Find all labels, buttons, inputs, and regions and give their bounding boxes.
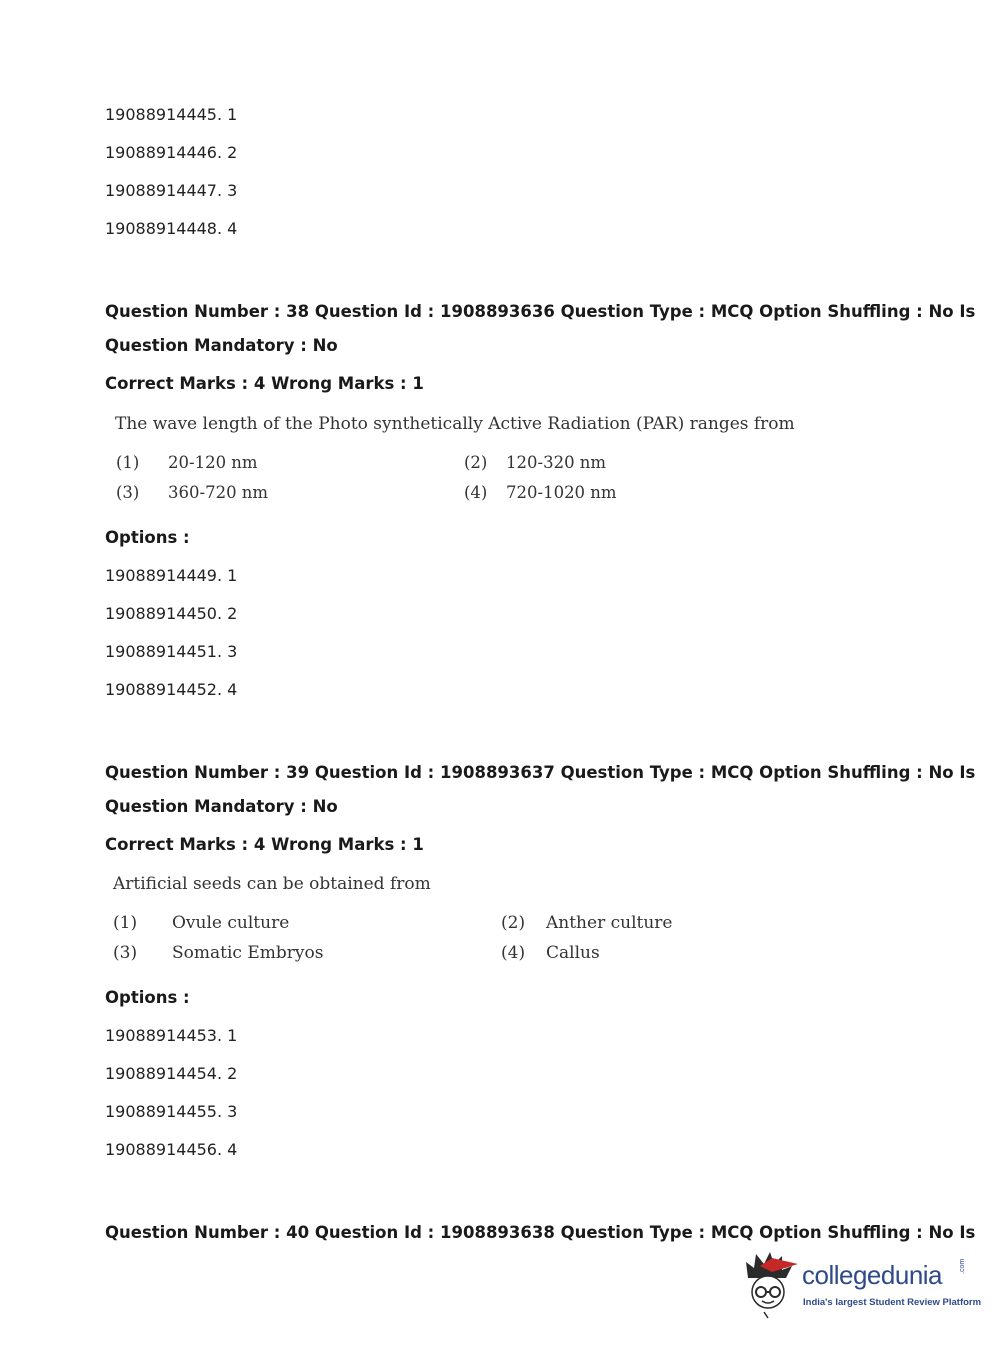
collegedunia-logo xyxy=(742,1248,982,1320)
choice-number: (2) xyxy=(501,913,526,933)
choice-text: Anther culture xyxy=(546,913,673,933)
choice-text: 720-1020 nm xyxy=(506,483,617,502)
question-text: The wave length of the Photo synthetically Active Radiation (PAR) ranges from xyxy=(115,414,795,434)
choice-text: Somatic Embryos xyxy=(172,943,324,963)
brand-suffix: .com xyxy=(959,1258,966,1274)
option-line: 19088914448. 4 xyxy=(105,219,238,238)
option-line: 19088914445. 1 xyxy=(105,105,238,124)
option-line: 19088914452. 4 xyxy=(105,680,238,699)
question-mandatory: Question Mandatory : No xyxy=(105,797,338,816)
question-header: Question Number : 39 Question Id : 1908893637 Question Type : MCQ Option Shuffling : No Is xyxy=(105,763,976,782)
brand-tagline: India's largest Student Review Platform xyxy=(803,1297,982,1308)
option-line: 19088914451. 3 xyxy=(105,642,238,661)
mascot-icon xyxy=(742,1248,802,1320)
choice-number: (1) xyxy=(113,913,138,933)
option-line: 19088914450. 2 xyxy=(105,604,238,623)
options-label: Options : xyxy=(105,988,190,1007)
choice-number: (4) xyxy=(501,943,526,963)
choice-number: (1) xyxy=(116,453,140,472)
choice-text: 20-120 nm xyxy=(168,453,258,472)
option-line: 19088914449. 1 xyxy=(105,566,238,585)
brand-name: collegedunia xyxy=(802,1260,943,1290)
option-line: 19088914455. 3 xyxy=(105,1102,238,1121)
marks-info: Correct Marks : 4 Wrong Marks : 1 xyxy=(105,835,424,854)
choice-number: (4) xyxy=(464,483,488,502)
option-line: 19088914453. 1 xyxy=(105,1026,238,1045)
choice-text: Ovule culture xyxy=(172,913,290,933)
choice-text: Callus xyxy=(546,943,600,963)
options-label: Options : xyxy=(105,528,190,547)
question-header: Question Number : 38 Question Id : 1908893636 Question Type : MCQ Option Shuffling : No Is xyxy=(105,302,976,321)
choice-text: 360-720 nm xyxy=(168,483,269,502)
choice-number: (3) xyxy=(116,483,140,502)
question-header: Question Number : 40 Question Id : 1908893638 Question Type : MCQ Option Shuffling : No Is xyxy=(105,1223,976,1242)
marks-info: Correct Marks : 4 Wrong Marks : 1 xyxy=(105,374,424,393)
option-line: 19088914446. 2 xyxy=(105,143,238,162)
choice-text: 120-320 nm xyxy=(506,453,607,472)
option-line: 19088914454. 2 xyxy=(105,1064,238,1083)
question-mandatory: Question Mandatory : No xyxy=(105,336,338,355)
option-line: 19088914447. 3 xyxy=(105,181,238,200)
choice-number: (3) xyxy=(113,943,138,963)
option-line: 19088914456. 4 xyxy=(105,1140,238,1159)
choice-number: (2) xyxy=(464,453,488,472)
question-text: Artificial seeds can be obtained from xyxy=(113,874,431,894)
